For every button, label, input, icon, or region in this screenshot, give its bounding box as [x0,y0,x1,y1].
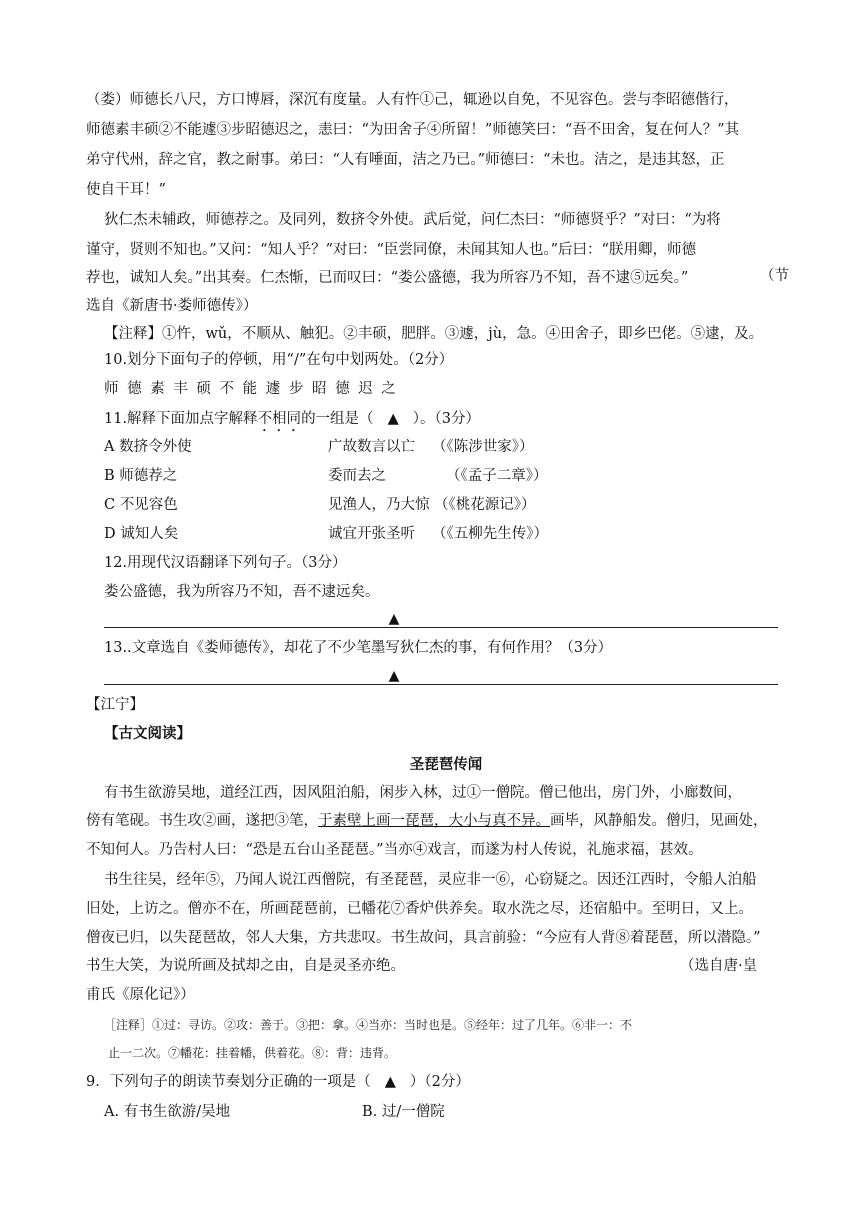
q11-option-a-source: （《陈涉世家》） [432,439,534,455]
passage2-line [86,811,778,831]
q11-option-b-right: 委而去之 [328,468,386,484]
q11-option-c-left: C 不见容色 [104,497,178,513]
passage2-line: 旧处，上访之。僧亦不在，所画琵琶前，已幡花⑦香炉供养矣。取水洗之尽，还宿船中。至明日，又上。 [86,901,753,917]
section-region: 【江宁】 [86,697,144,713]
q12-stem: 12.用现代汉语翻译下列句子。（3分） [104,555,347,571]
passage2-segment: 傍有笔砚。书生攻②画，遂把③笔， [86,813,318,829]
q11-option-a-left: A 数挤令外使 [104,439,192,455]
passage2-note: ［注释］①过：寻访。②攻：善于。③把：拿。④当亦：当时也是。⑤经年：过了几年。⑥非一：不 [104,1018,633,1032]
passage1-note: 【注释】①忤，wǔ，不顺从、触犯。②丰硕，肥胖。③遽，jù，急。④田舍子，即乡巴佬。⑤逮，及。 [104,326,764,342]
passage2-title: 圣琵琶传闻 [409,757,483,773]
q9-option-a: A. 有书生欲游/吴地 [104,1104,231,1120]
passage1-line: 荐也，诚知人矣。”出其奏。仁杰惭，已而叹曰：“娄公盛德，我为所容乃不知，吾不逮⑤远矣。” [86,270,689,286]
q10-stem: 10.划分下面句子的停顿，用“/”在句中划两处。（2分） [104,352,454,368]
passage2-segment: 画毕，风静船发。僧归，见画处， [550,813,768,829]
q11-option-d-source: （《五柳先生传》） [432,526,548,542]
passage1-line: 选自《新唐书·娄师德传》） [86,298,258,314]
passage1-line: （娄）师德长八尺，方口博唇，深沉有度量。人有忤①己，辄逊以自免，不见容色。尝与李昭德偕行， [86,92,739,108]
q11-stem-emphasis: 不相同 [257,411,302,427]
q11-option-d-left: D 诚知人矣 [104,526,179,542]
passage1-line-tail: （节 [760,268,789,284]
passage2-line: 有书生欲游吴地，道经江西，因风阻泊船，闲步入林，过①一僧院。僧已他出，房门外，小廊数间， [104,785,742,801]
q10-sentence: 师 德 素 丰 硕 不 能 遽 步 昭 德 迟 之 [104,381,398,397]
passage1-line: 师德素丰硕②不能遽③步昭德迟之，恚曰：“为田舍子④所留！”师德笑曰：“吾不田舍，复在何人？”其 [86,122,740,138]
passage2-source-tail: （选自唐·皇 [680,958,758,974]
q9-stem-part: ）（2分） [409,1074,470,1090]
answer-blank-icon[interactable]: ▲ [384,1074,396,1090]
q11-option-b-source: （《孟子二章》） [446,468,548,484]
answer-line[interactable] [104,684,778,685]
q11-option-b-left: B 师德荐之 [104,468,178,484]
answer-blank-icon[interactable]: ▲ [387,411,399,427]
passage2-underlined-sentence: 于素壁上画一琵琶，大小与真不异。 [318,813,550,829]
answer-line[interactable] [104,627,778,628]
q9-option-b: B. 过/一僧院 [362,1104,445,1120]
q11-option-c-right: 见渔人，乃大惊 [328,497,430,513]
passage1-line: 使自干耳！” [86,182,166,198]
passage2-source: 甫氏《原化记》） [86,987,195,1003]
q11-stem-part: 的一组是（ [301,411,374,427]
passage1-line: 弟守代州，辞之官，教之耐事。弟曰：“人有唾面，洁之乃已。”师德曰：“未也。洁之，是违其怒，正 [86,152,725,168]
passage2-note: 止一二次。⑦幡花：挂着幡，供着花。⑧：背：违背。 [108,1046,397,1060]
q13-stem: 13..文章选自《娄师德传》，却花了不少笔墨写狄仁杰的事，有何作用？（3分） [104,640,613,656]
answer-blank-icon[interactable]: ▲ [388,611,400,627]
q11-option-c-source: （《桃花源记》） [434,497,536,513]
q12-sentence: 娄公盛德，我为所容乃不知，吾不逮远矣。 [104,584,380,600]
passage2-line: 僧夜已归，以失琵琶故，邻人大集，方共悲叹。书生故问，具言前验：“今应有人背⑧着琵琶，所以潜隐。” [86,930,761,946]
q11-option-a-right: 广故数言以亡 [328,439,415,455]
answer-blank-icon[interactable]: ▲ [388,668,400,684]
q9-stem-part: 9．下列句子的朗读节奏划分正确的一项是（ [86,1074,371,1090]
passage2-line: 书生往吴，经年⑤，乃闻人说江西僧院，有圣琵琶，灵应非一⑥，心窃疑之。因还江西时，令船人泊船 [104,872,757,888]
passage2-line: 书生大笑，为说所画及拭却之由，自是灵圣亦绝。 [86,958,405,974]
q9-stem [86,1072,778,1092]
passage1-line: 狄仁杰未辅政，师德荐之。及同列，数挤令外使。武后觉，问仁杰曰：“师德贤乎？”对曰：“为将 [104,212,721,228]
q11-stem-part: ）。（3分） [412,411,480,427]
passage1-line: 谨守，贤则不知也。”又问：“知人乎？”对曰：“臣尝同僚，未闻其知人也。”后曰：“朕用卿，师德 [86,242,696,258]
q11-option-d-right: 诚宜开张圣听 [328,526,415,542]
section-heading: 【古文阅读】 [104,726,191,742]
q11-stem-part: 11.解释下面加点字解释 [104,411,258,427]
q11-stem [104,409,788,435]
passage2-line: 不知何人。乃告村人曰：“恐是五台山圣琵琶。”当亦④戏言，而遂为村人传说，礼施求福，甚效。 [86,842,703,858]
